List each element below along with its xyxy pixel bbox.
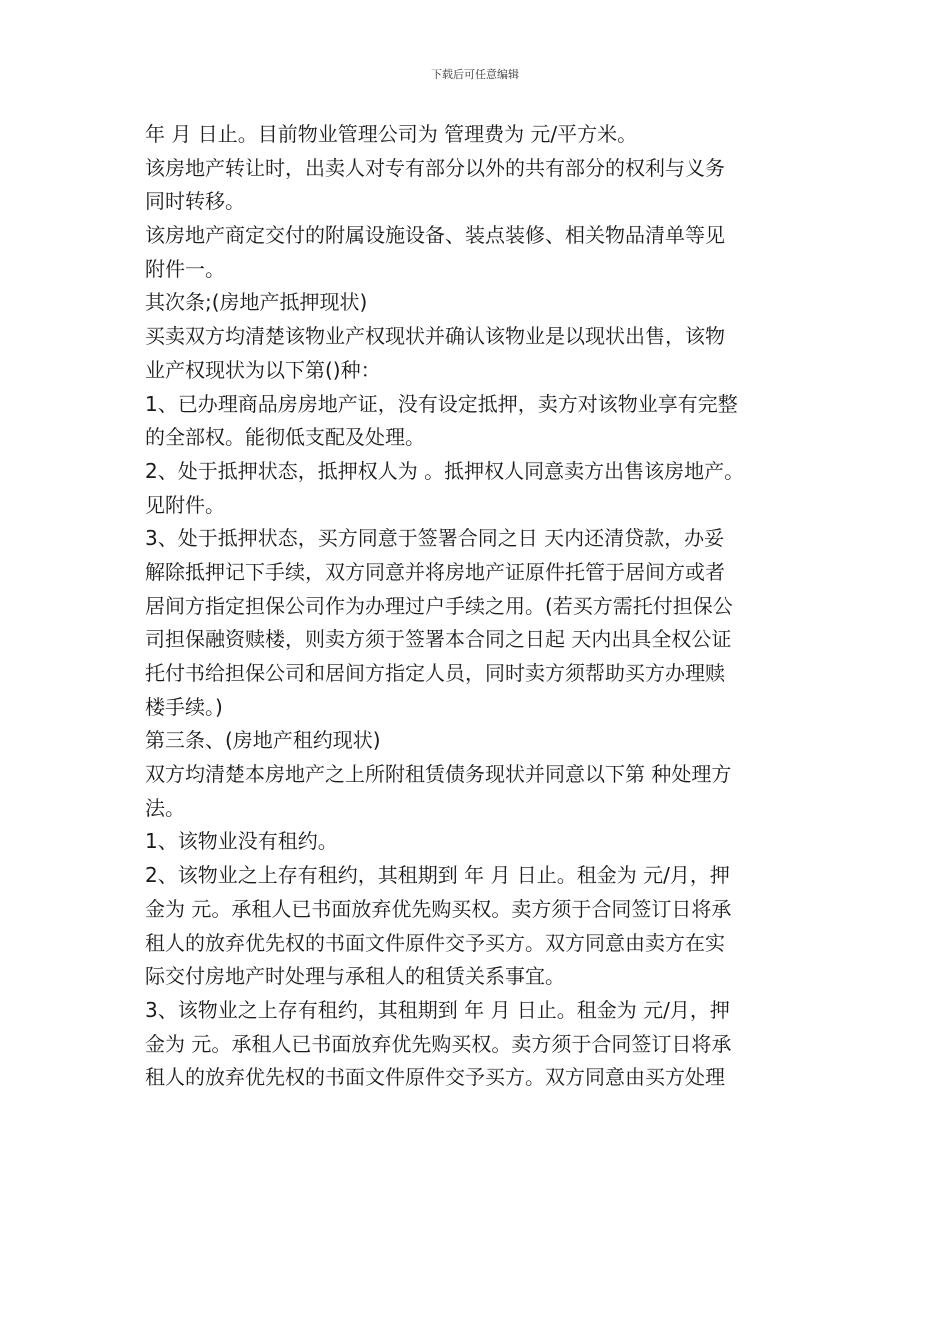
text-line: 买卖双方均清楚该物业产权现状并确认该物业是以现状出售，该物: [145, 324, 725, 349]
document-body: [145, 118, 825, 1095]
section-heading: 其次条;(房地产抵押现状): [145, 290, 368, 315]
text-line: 法。: [145, 795, 185, 820]
text-line: 司担保融资赎楼，则卖方须于签署本合同之日起 天内出具全权公证: [145, 627, 732, 652]
text-line: 该房地产商定交付的附属设施设备、装点装修、相关物品清单等见: [145, 223, 725, 248]
text-line: 2、处于抵押状态，抵押权人为 。抵押权人同意卖方出售该房地产。: [145, 458, 745, 483]
text-line: 3、该物业之上存有租约，其租期到 年 月 日止。租金为 元/月，押: [145, 997, 730, 1022]
text-line: 居间方指定担保公司作为办理过户手续之用。(若买方需托付担保公: [145, 593, 733, 618]
text-line: 际交付房地产时处理与承租人的租赁关系事宜。: [145, 964, 565, 989]
text-line: 金为 元。承租人已书面放弃优先购买权。卖方须于合同签订日将承: [145, 896, 732, 921]
text-line: 金为 元。承租人已书面放弃优先购买权。卖方须于合同签订日将承: [145, 1031, 732, 1056]
text-line: 托付书给担保公司和居间方指定人员，同时卖方须帮助买方办理赎: [145, 661, 725, 685]
text-line: 该房地产转让时，出卖人对专有部分以外的共有部分的权利与义务: [145, 155, 725, 180]
text-line: 双方均清楚本房地产之上所附租赁债务现状并同意以下第 种处理方: [145, 762, 732, 787]
text-line: 1、已办理商品房房地产证，没有设定抵押，卖方对该物业享有完整: [145, 391, 738, 416]
text-line: 租人的放弃优先权的书面文件原件交予买方。双方同意由买方处理: [145, 1065, 725, 1090]
text-line: 同时转移。: [145, 189, 245, 214]
text-line: 的全部权。能彻低支配及处理。: [145, 425, 425, 450]
text-line: 解除抵押记下手续，双方同意并将房地产证原件托管于居间方或者: [145, 559, 725, 584]
text-line: 2、该物业之上存有租约，其租期到 年 月 日止。租金为 元/月，押: [145, 863, 730, 888]
section-heading: 第三条、(房地产租约现状): [145, 728, 381, 753]
text-line: 楼手续。): [145, 694, 223, 719]
text-line: 1、该物业没有租约。: [145, 829, 338, 854]
text-line: 3、处于抵押状态，买方同意于签署合同之日 天内还清贷款，办妥: [145, 526, 725, 551]
page-header: 下载后可任意编辑: [431, 68, 519, 81]
text-line: 年 月 日止。目前物业管理公司为 管理费为 元/平方米。: [145, 122, 638, 146]
text-line: 业产权现状为以下第()种：: [145, 357, 381, 382]
text-line: 见附件。: [145, 492, 225, 517]
text-line: 租人的放弃优先权的书面文件原件交予买方。双方同意由卖方在实: [145, 930, 725, 955]
text-line: 附件一。: [145, 256, 225, 281]
